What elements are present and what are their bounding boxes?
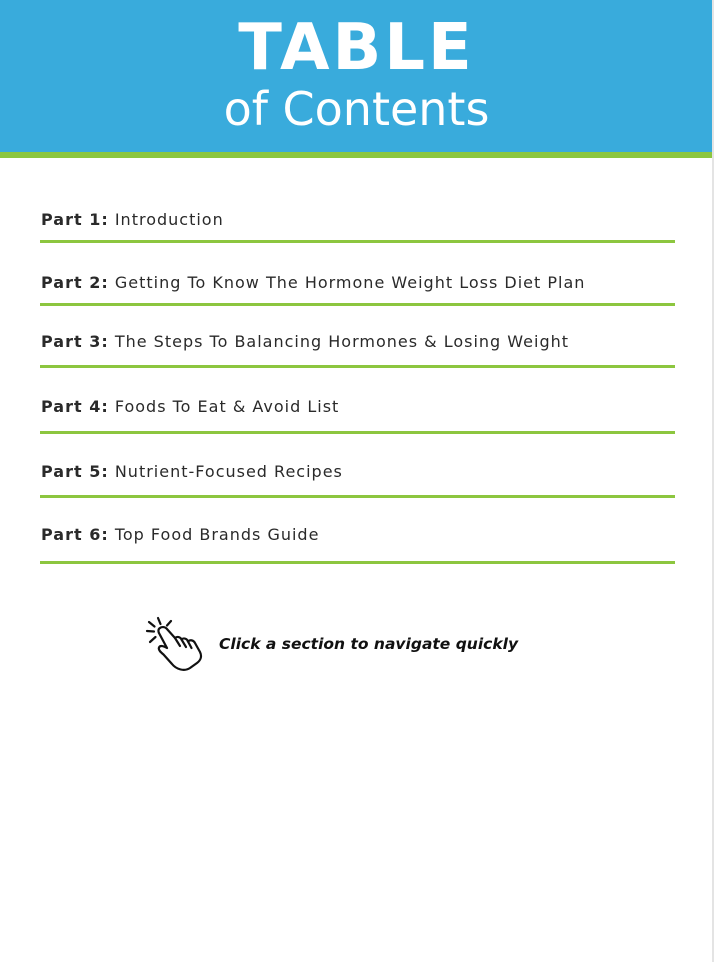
hint-text: Click a section to navigate quickly xyxy=(219,635,519,653)
toc-part-number: Part 3: xyxy=(41,332,109,351)
toc-item-label[interactable] xyxy=(41,330,569,354)
toc-divider xyxy=(40,303,675,306)
toc-part-title: Top Food Brands Guide xyxy=(114,525,320,544)
toc-divider xyxy=(40,365,675,368)
tap-hand-icon xyxy=(142,612,206,676)
toc-part-number: Part 6: xyxy=(41,525,109,544)
header-banner xyxy=(0,0,713,152)
header-divider xyxy=(0,152,713,158)
toc-part-title: The Steps To Balancing Hormones & Losing Weight xyxy=(114,332,570,351)
toc-item-label[interactable] xyxy=(41,460,343,484)
toc-divider xyxy=(40,240,675,243)
toc-part-title: Nutrient-Focused Recipes xyxy=(114,462,343,481)
toc-item-label[interactable] xyxy=(41,271,585,295)
toc-item-label[interactable] xyxy=(41,523,319,547)
toc-part-number: Part 4: xyxy=(41,397,109,416)
toc-part-title: Foods To Eat & Avoid List xyxy=(114,397,340,416)
toc-part-title: Introduction xyxy=(114,210,224,229)
navigation-hint xyxy=(142,612,562,676)
toc-part-title: Getting To Know The Hormone Weight Loss Diet Plan xyxy=(114,273,586,292)
toc-divider xyxy=(40,495,675,498)
toc-item-label[interactable] xyxy=(41,395,339,419)
toc-divider xyxy=(40,431,675,434)
toc-part-number: Part 5: xyxy=(41,462,109,481)
toc-part-number: Part 1: xyxy=(41,210,109,229)
toc-item-label[interactable] xyxy=(41,208,224,232)
page-subtitle: of Contents xyxy=(223,82,490,136)
toc-part-number: Part 2: xyxy=(41,273,109,292)
page-title: TABLE xyxy=(238,11,475,85)
toc-divider xyxy=(40,561,675,564)
